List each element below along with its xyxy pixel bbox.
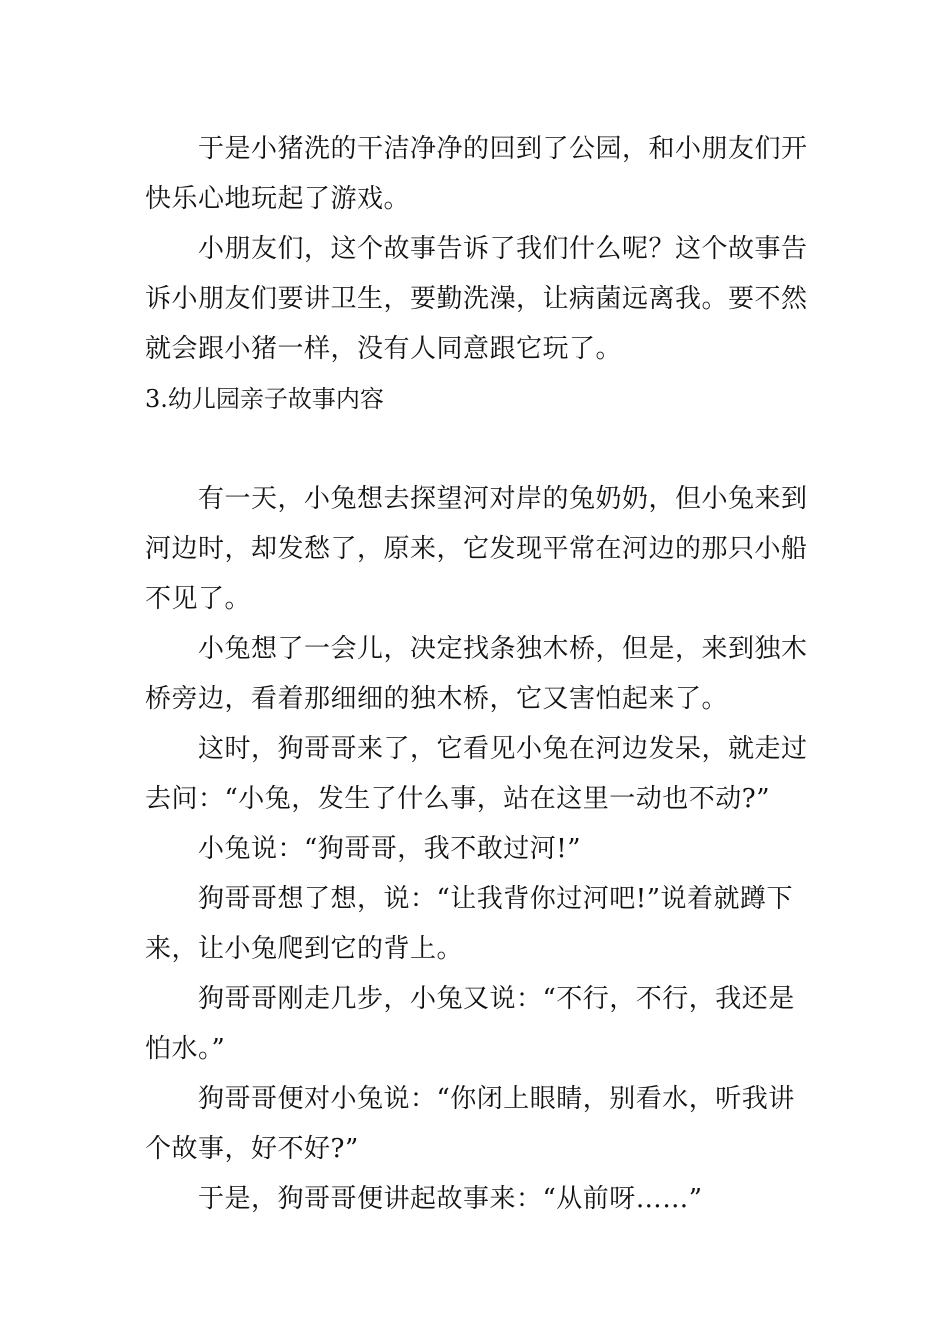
paragraph-line: 狗哥哥刚走几步，小兔又说：“不行，不行，我还是 bbox=[198, 984, 795, 1014]
paragraph-line: 个故事，好不好?” bbox=[145, 1134, 359, 1164]
paragraph-line: 快乐心地玩起了游戏。 bbox=[145, 184, 411, 214]
paragraph-line: 于是，狗哥哥便讲起故事来：“从前呀……” bbox=[198, 1184, 703, 1214]
paragraph-line: 狗哥哥想了想，说：“让我背你过河吧!”说着就蹲下 bbox=[198, 884, 794, 914]
paragraph-line: 桥旁边，看着那细细的独木桥，它又害怕起来了。 bbox=[145, 684, 729, 714]
paragraph-line: 小朋友们，这个故事告诉了我们什么呢？这个故事告 bbox=[198, 234, 808, 264]
paragraph-line: 有一天，小兔想去探望河对岸的兔奶奶，但小兔来到 bbox=[198, 484, 808, 514]
paragraph-line: 就会跟小猪一样，没有人同意跟它玩了。 bbox=[145, 334, 623, 364]
paragraph-line: 小兔说：“狗哥哥，我不敢过河!” bbox=[198, 834, 582, 864]
paragraph-line: 诉小朋友们要讲卫生，要勤洗澡，让病菌远离我。要不然 bbox=[145, 284, 808, 314]
paragraph-line: 于是小猪洗的干洁净净的回到了公园，和小朋友们开 bbox=[198, 134, 808, 164]
paragraph-line: 去问：“小兔，发生了什么事，站在这里一动也不动?” bbox=[145, 784, 771, 814]
paragraph-line: 来，让小兔爬到它的背上。 bbox=[145, 934, 464, 964]
paragraph-line: 小兔想了一会儿，决定找条独木桥，但是，来到独木 bbox=[198, 634, 808, 664]
paragraph-line: 狗哥哥便对小兔说：“你闭上眼睛，别看水，听我讲 bbox=[198, 1084, 795, 1114]
paragraph-line: 河边时，却发愁了，原来，它发现平常在河边的那只小船 bbox=[145, 534, 808, 564]
paragraph-line: 这时，狗哥哥来了，它看见小兔在河边发呆，就走过 bbox=[198, 734, 808, 764]
paragraph-line: 怕水。” bbox=[145, 1034, 226, 1064]
paragraph-line: 不见了。 bbox=[145, 584, 252, 614]
section-heading: 3.幼儿园亲子故事内容 bbox=[145, 385, 384, 413]
